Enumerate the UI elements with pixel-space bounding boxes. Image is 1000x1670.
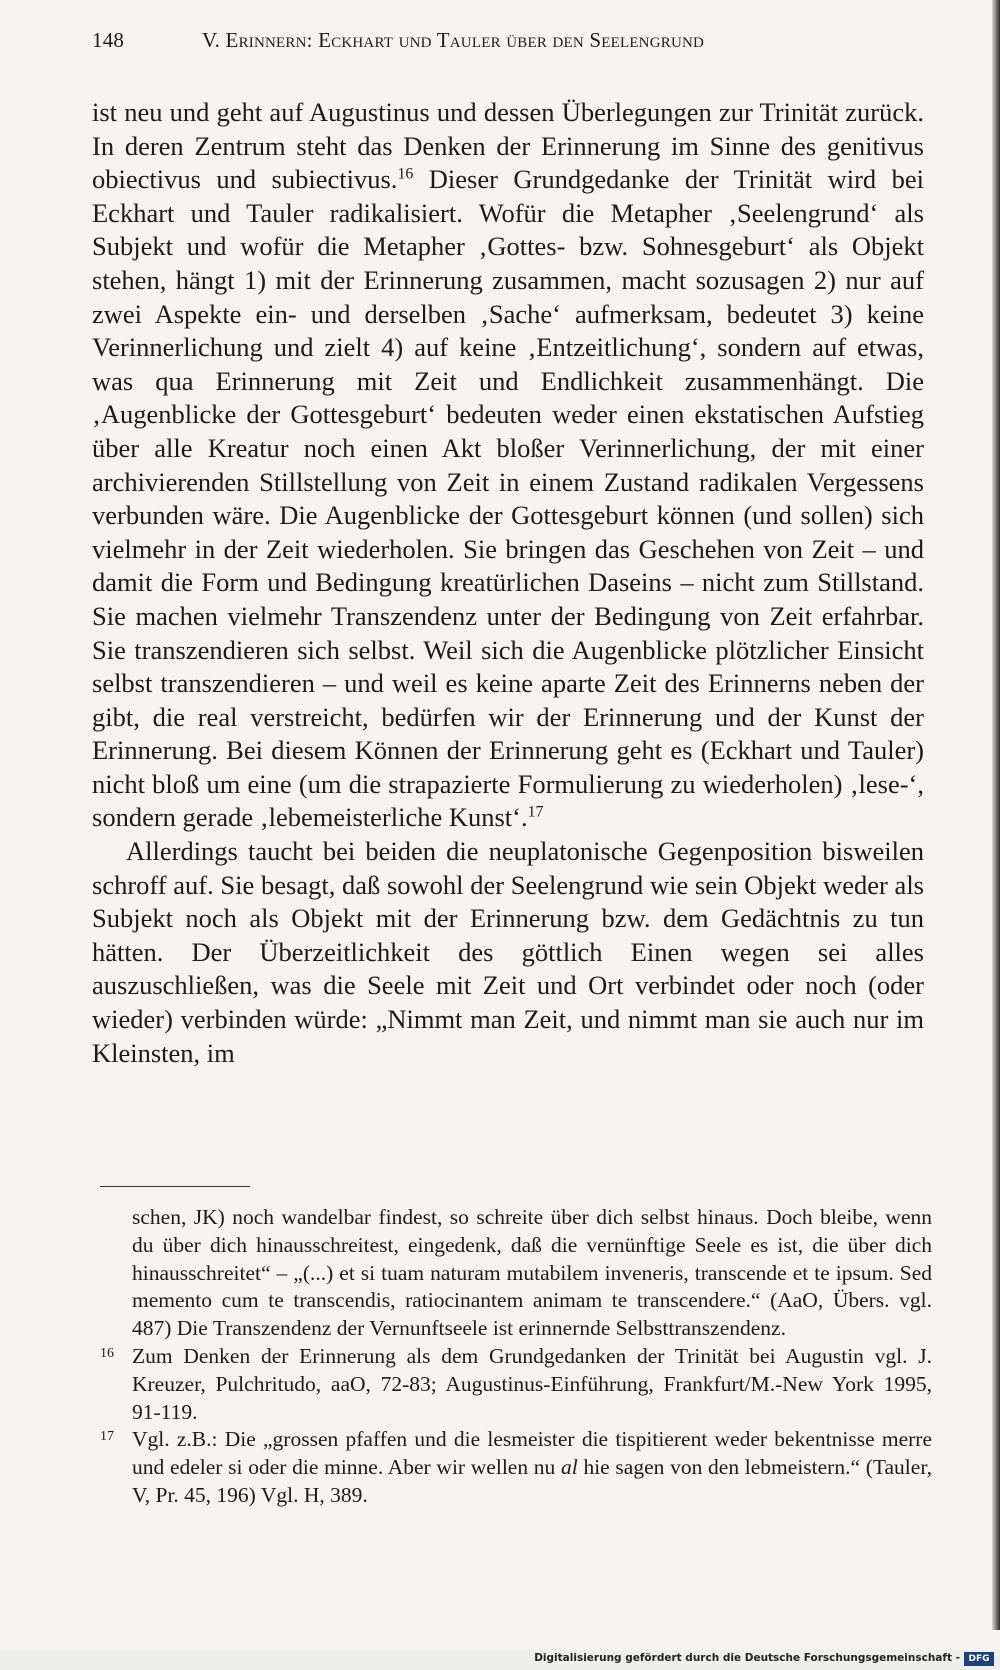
footnote-16-text: Zum Denken der Erinnerung als dem Grundgedanken der Trinität bei Augustin vgl. J. Kreuzer, Pulchritudo, aaO, 72-83; Augustinus-Einführung, Frankfurt/M.-New York 1995, 91-119. [132, 1343, 932, 1424]
digitization-footer [0, 1650, 1000, 1670]
paragraph-1-part-b: Dieser Grundgedanke der Trinität wird bei Eckhart und Tauler radikalisiert. Wofür die Metapher ‚Seelengrund‘ als Subjekt und wofür die Metapher ‚Gottes- bzw. Sohnesgeburt‘ als Objekt stehen, hängt 1) mit der Erinnerung zusammen, macht sozusagen 2) nur auf zwei Aspekte ein- und derselben ‚Sache‘ aufmerksam, bedeutet 3) keine Verinnerlichung und zielt 4) auf keine ‚Entzeitlichung‘, sondern auf etwas, was qua Erinnerung mit Zeit und Endlichkeit zusammenhängt. Die ‚Augenblicke der Gottesgeburt‘ bedeuten weder einen ekstatischen Aufstieg über alle Kreatur noch einen Akt bloßer Verinnerlichung, der mit einer archivierenden Stillstellung von Zeit in einem Zustand radikalen Vergessens verbunden wäre. Die Augenblicke der Gottesgeburt können (und sollen) sich vielmehr in der Zeit wiederholen. Sie bringen das Geschehen von Zeit – und damit die Form und Bedingung kreatürlichen Daseins – nicht zum Stillstand. Sie machen vielmehr Transzendenz unter der Bedingung von Zeit erfahrbar. Sie transzendieren sich selbst. Weil sich die Augenblicke plötzlicher Einsicht selbst transzendieren – und weil es keine aparte Zeit des Erinnerns neben der gibt, die real verstreicht, bedürfen wir der Erinnerung und der Kunst der Erinnerung. Bei diesem Können der Erinnerung geht es (Eckhart und Tauler) nicht bloß um eine (um die strapazierte Formulierung zu wiederholen) ‚lese-‘, sondern gerade ‚lebemeisterliche Kunst‘. [92, 164, 924, 833]
dfg-logo: DFG [964, 1652, 994, 1666]
page-edge-shadow [992, 0, 1000, 1630]
footnote-17-text-a: Vgl. z.B.: Die „grossen pfaffen und die lesmeister die tispitierent weder bekentnisse merre und edeler si oder die minne. Aber wir wellen nu [132, 1427, 932, 1480]
footnote-16-number: 16 [100, 1345, 114, 1361]
footnote-17-number: 17 [100, 1429, 114, 1445]
footnote-continued: schen, JK) noch wandelbar findest, so schreite über dich selbst hinaus. Doch bleibe, wenn du über dich hinausschreitest, eingedenk, daß die vernünftige Seele es ist, die über dich hinausschreitet“ – „(...) et si tuam naturam mutabilem inveneris, transcende et te ipsum. Sed memento cum te transcendis, ratiocinantem animam te transcendere.“ (AaO, Übers. vgl. 487) Die Transzendenz der Vernunftseele ist erinnernde Selbsttranszendenz. [132, 1205, 932, 1341]
footnotes [100, 1204, 932, 1510]
footnote-separator [100, 1186, 250, 1187]
footnote-16 [100, 1343, 932, 1426]
footnote-17-text-b: hie sagen von den lebmeistern.“ (Tauler, V, Pr. 45, 196) Vgl. H, 389. [132, 1455, 932, 1507]
paragraph-1 [92, 96, 924, 835]
footnote-ref-16[interactable]: 16 [397, 165, 414, 183]
digitization-credit: Digitalisierung gefördert durch die Deutsche Forschungsgemeinschaft - [534, 1652, 960, 1664]
page-number: 148 [92, 28, 125, 52]
paragraph-1-part-a: ist neu und geht auf Augustinus und dessen Überlegungen zur Trinität zurück. In deren Zentrum steht das Denken der Erinnerung im Sinne des genitivus obiectivus und subiectivus. [92, 97, 924, 195]
footnote-17-italic: al [561, 1455, 578, 1480]
paragraph-2: Allerdings taucht bei beiden die neuplatonische Gegenposition bisweilen schroff auf. Sie besagt, daß sowohl der Seelengrund wie sein Objekt weder als Subjekt noch als Objekt mit der Erinnerung bzw. dem Gedächtnis zu tun hätten. Der Überzeitlichkeit des göttlich Einen wegen sei alles auszuschließen, was die Seele mit Zeit und Ort verbindet oder noch (oder wieder) verbinden würde: „Nimmt man Zeit, und nimmt man sie auch nur im Kleinsten, im [92, 836, 924, 1068]
footnote-ref-17[interactable]: 17 [527, 803, 544, 821]
running-head [92, 28, 914, 60]
main-text [92, 96, 924, 1070]
chapter-title: V. Erinnern: Eckhart und Tauler über den Seelengrund [202, 28, 705, 52]
footnote-17 [100, 1426, 932, 1509]
